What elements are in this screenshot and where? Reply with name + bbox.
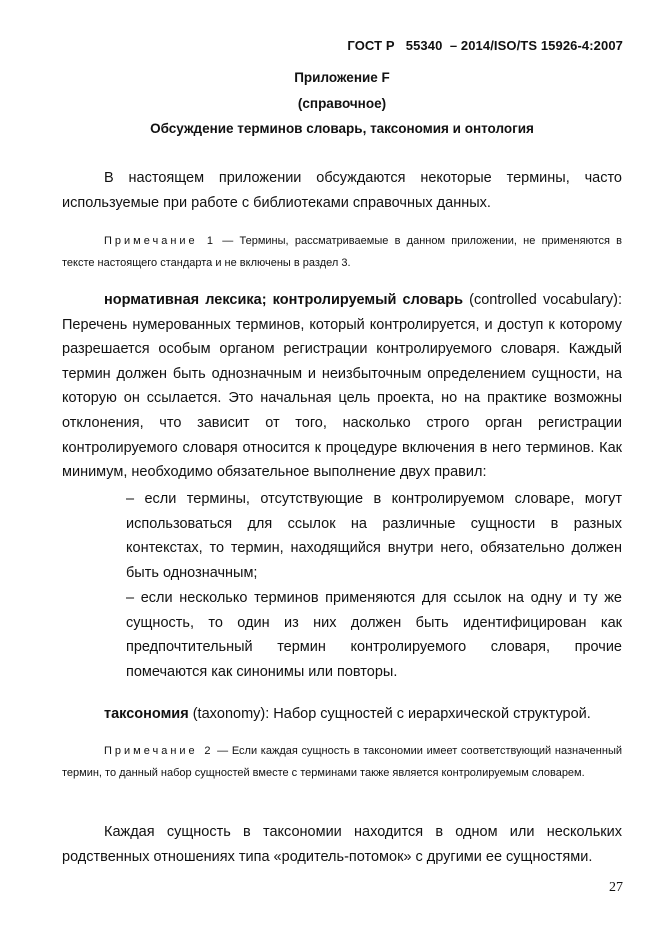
appendix-title: Приложение F: [294, 70, 390, 85]
taxonomy-definition: [62, 702, 622, 727]
vocabulary-rule-2: – если несколько терминов применяются для ссылок на одну и ту же сущность, то один из них должен быть идентифицирован как предпочтительный термин контролируемого словаря, прочие помечаются как синонимы или повторы.: [126, 590, 622, 680]
page-number: 27: [609, 880, 623, 895]
note-1: [62, 230, 622, 274]
appendix-kind: (справочное): [297, 96, 387, 111]
vocabulary-text: (controlled vocabulary): Перечень нумерованных терминов, который контролируется, и доступ к которому разрешается особым органом регистрации контролируемого словаря. Каждый термин должен быть однозначным и неизбыточным определением сущности, на которую он ссылается. Это начальная цель проекта, но на практике возможны отклонения, что зависит от того, насколько строго орган регистрации контролируемого словаря относится к процедуре включения в него терминов. Как минимум, необходимо обязательное выполнение двух правил:: [62, 292, 622, 481]
closing-paragraph: Каждая сущность в таксономии находится в одном или нескольких родственных отношениях типа «родитель-потомок» с другими ее сущностями.: [62, 824, 622, 865]
vocabulary-definition: [62, 288, 622, 485]
document-header: ГОСТ Р 55340 – 2014/ISO/TS 15926-4:2007: [347, 38, 623, 53]
taxonomy-text: (taxonomy): Набор сущностей с иерархической структурой.: [188, 706, 591, 722]
appendix-heading: Обсуждение терминов словарь, таксономия и онтология: [150, 121, 534, 136]
note-2-label: Примечание 2: [104, 745, 214, 757]
note-2-text: — Если каждая сущность в таксономии имеет соответствующий назначенный термин, то данный набор сущностей вместе с терминами также является контролируемым словарем.: [62, 745, 622, 779]
note-1-text: — Термины, рассматриваемые в данном приложении, не применяются в тексте настоящего стандарта и не включены в раздел 3.: [62, 235, 622, 269]
note-1-label: Примечание 1: [104, 235, 217, 247]
vocabulary-rule-1: – если термины, отсутствующие в контролируемом словаре, могут использоваться для ссылок на различные сущности в разных контекстах, то термин, находящийся внутри него, обязательно должен быть однозначным;: [126, 491, 622, 581]
taxonomy-term: таксономия: [104, 706, 189, 722]
note-2: [62, 740, 622, 784]
vocabulary-term: нормативная лексика; контролируемый словарь: [104, 292, 464, 308]
intro-paragraph: В настоящем приложении обсуждаются некоторые термины, часто используемые при работе с библиотеками справочных данных.: [62, 170, 622, 211]
